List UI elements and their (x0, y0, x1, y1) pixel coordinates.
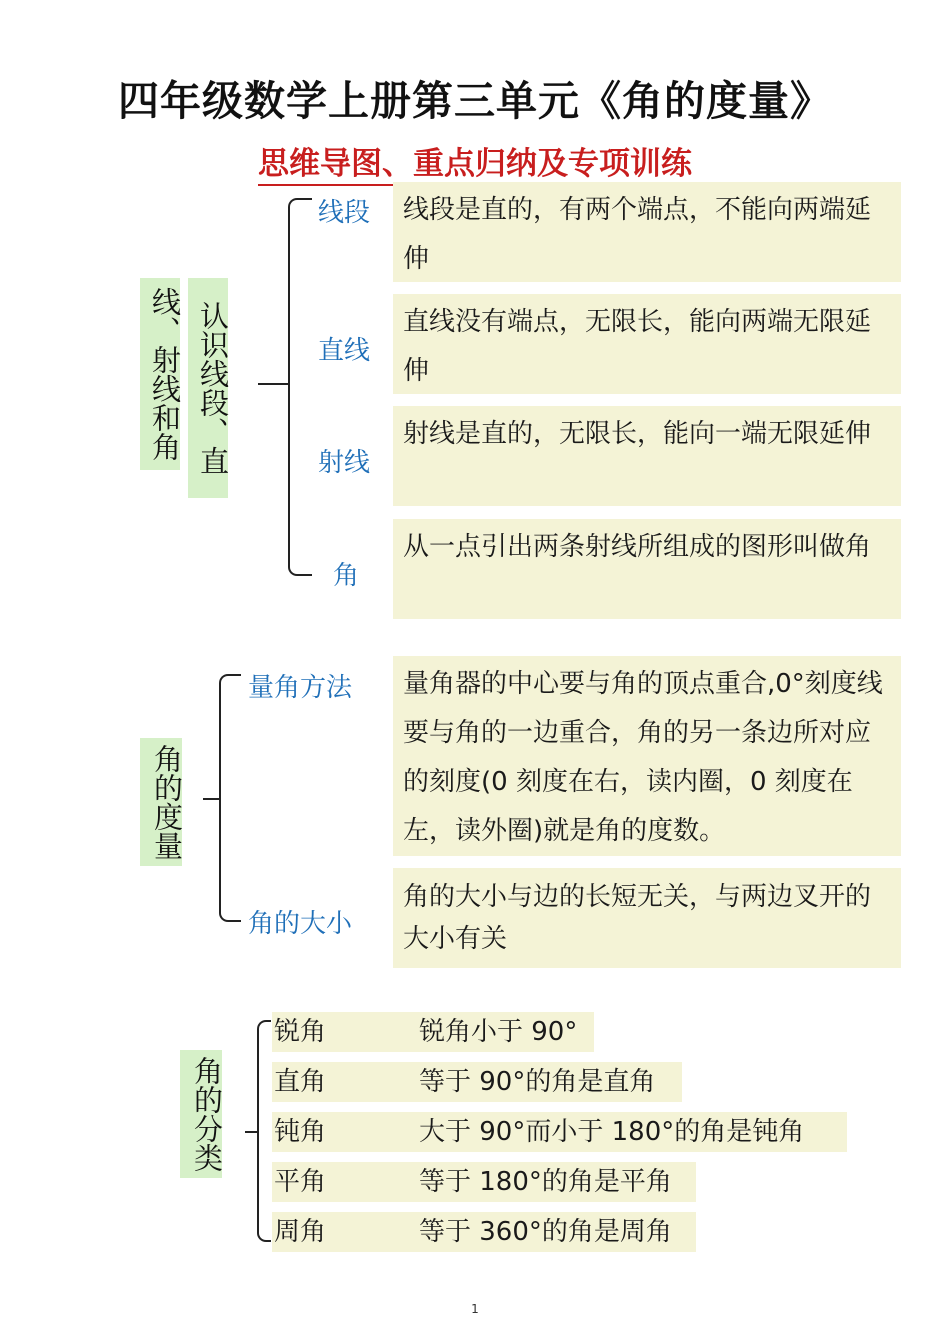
class-name: 钝角 (272, 1112, 349, 1152)
term-angle-size: 角的大小 (248, 909, 353, 939)
class-row-acute (272, 1012, 594, 1052)
page-number: 1 (471, 1302, 479, 1316)
class-row-right (272, 1062, 682, 1102)
page-subtitle (0, 138, 950, 183)
class-name: 周角 (272, 1212, 349, 1252)
desc-line: 直线没有端点，无限长，能向两端无限延伸 (393, 294, 901, 394)
term-ray: 射线 (318, 448, 371, 478)
desc-segment: 线段是直的，有两个端点，不能向两端延伸 (393, 182, 901, 282)
section1-label-right: 认识线段、直 (188, 278, 228, 498)
class-desc: 等于 360°的角是周角 (349, 1212, 696, 1252)
term-line: 直线 (318, 336, 371, 366)
section3-label: 角的分类 (180, 1050, 222, 1178)
class-name: 平角 (272, 1162, 349, 1202)
term-measure-method: 量角方法 (248, 673, 353, 703)
class-row-obtuse (272, 1112, 847, 1152)
class-row-straight (272, 1162, 696, 1202)
section3-bracket (257, 1020, 271, 1242)
section1-bracket (288, 198, 312, 576)
desc-measure-method: 量角器的中心要与角的顶点重合,0°刻度线要与角的一边重合，角的另一条边所对应的刻度(0 刻度在右，读内圈，0 刻度在左，读外圈)就是角的度数。 (393, 656, 901, 856)
class-desc: 大于 90°而小于 180°的角是钝角 (349, 1112, 847, 1152)
page-title: 四年级数学上册第三单元《角的度量》 (118, 77, 832, 125)
class-row-full (272, 1212, 696, 1252)
subtitle-text: 思维导图、重点归纳及专项训练 (258, 146, 692, 186)
term-angle: 角 (333, 561, 360, 591)
section1-connector (258, 383, 290, 385)
classification-list (272, 1012, 847, 1252)
class-name: 直角 (272, 1062, 349, 1102)
section1-label-left: 线、射线和角 (140, 278, 180, 470)
class-desc: 锐角小于 90° (349, 1012, 594, 1052)
desc-ray: 射线是直的，无限长，能向一端无限延伸 (393, 406, 901, 506)
desc-angle: 从一点引出两条射线所组成的图形叫做角 (393, 519, 901, 619)
section2-label: 角的度量 (140, 738, 182, 866)
term-segment: 线段 (318, 198, 371, 228)
class-desc: 等于 180°的角是平角 (349, 1162, 696, 1202)
section2-bracket (219, 674, 241, 922)
desc-angle-size: 角的大小与边的长短无关，与两边叉开的大小有关 (393, 868, 901, 968)
class-desc: 等于 90°的角是直角 (349, 1062, 682, 1102)
class-name: 锐角 (272, 1012, 349, 1052)
